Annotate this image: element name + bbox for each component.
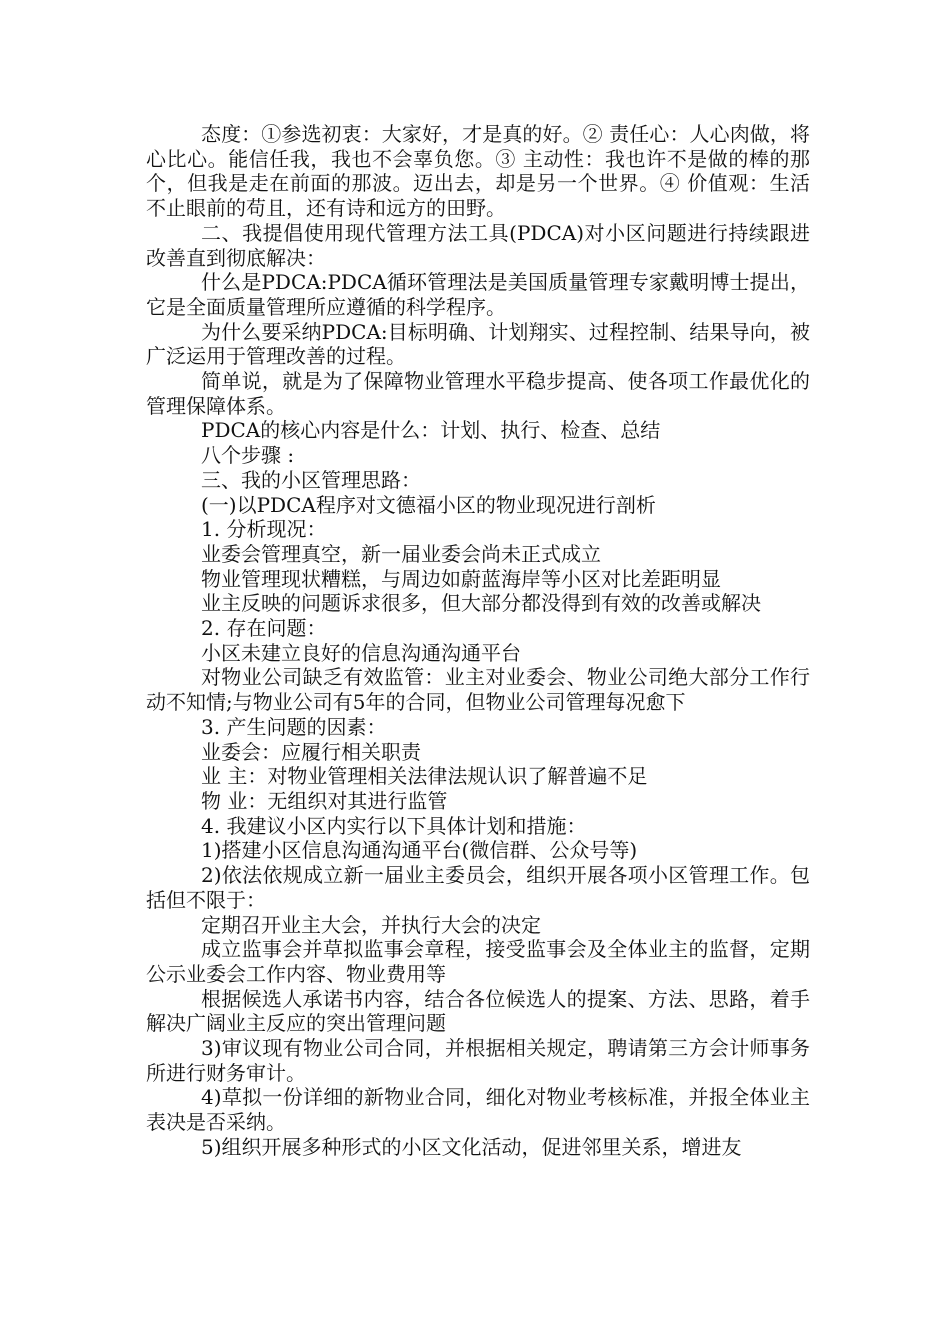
list-item: 5)组织开展多种形式的小区文化活动，促进邻里关系，增进友 — [201, 1134, 742, 1159]
list-item: 定期召开业主大会，并执行大会的决定 — [201, 912, 541, 937]
list-item: 根据候选人承诺书内容，结合各位候选人的提案、方法、思路，着手解决广阔业主反应的突出管理问题 — [146, 986, 810, 1036]
paragraph-what-is-pdca: 什么是PDCA:PDCA循环管理法是美国质量管理专家戴明博士提出，它是全面质量管理所应遵循的科学程序。 — [146, 270, 810, 319]
list-item: 2)依法依规成立新一届业主委员会，组织开展各项小区管理工作。包括但不限于： — [146, 863, 810, 912]
paragraph-pdca-core: PDCA的核心内容是什么：计划、执行、检查、总结 — [201, 418, 661, 443]
paragraph-eight-steps: 八个步骤 : — [201, 443, 295, 468]
list-item: 业 主：对物业管理相关法律法规认识了解普遍不足 — [201, 764, 648, 789]
heading-section-three: 三、我的小区管理思路： — [201, 467, 421, 492]
document-body — [146, 122, 810, 1160]
item-heading-causes: 3. 产生问题的因素： — [201, 714, 387, 739]
list-item: 业委会：应履行相关职责 — [201, 739, 421, 764]
list-item: 业委会管理真空，新一届业委会尚未正式成立 — [201, 541, 601, 566]
list-item: 业主反映的问题诉求很多，但大部分都没得到有效的改善或解决 — [201, 591, 761, 616]
paragraph-attitude: 态度：①参选初衷：大家好，才是真的好。② 责任心：人心肉做，将心比心。能信任我，我也不会辜负您。③ 主动性：我也许不是做的棒的那个，但我是走在前面的那波。迈出去，却是另一个世界。④ 价值观：生活不止眼前的苟且，还有诗和远方的田野。 — [146, 122, 810, 221]
list-item: 1)搭建小区信息沟通沟通平台(微信群、公众号等) — [201, 838, 638, 863]
list-item: 小区未建立良好的信息沟通沟通平台 — [201, 640, 521, 665]
list-item: 物 业：无组织对其进行监管 — [201, 788, 448, 813]
item-heading-measures: 4. 我建议小区内实行以下具体计划和措施： — [201, 813, 587, 838]
paragraph-why-pdca: 为什么要采纳PDCA:目标明确、计划翔实、过程控制、结果导向，被广泛运用于管理改善的过程。 — [146, 319, 810, 369]
list-item: 成立监事会并草拟监事会章程，接受监事会及全体业主的监督，定期公示业委会工作内容、物业费用等 — [146, 937, 810, 986]
item-heading-current-status: 1. 分析现况： — [201, 517, 327, 542]
subheading-analysis: (一)以PDCA程序对文德福小区的物业现况进行剖析 — [201, 492, 656, 517]
list-item: 4)草拟一份详细的新物业合同，细化对物业考核标准，并报全体业主表决是否采纳。 — [146, 1085, 810, 1135]
paragraph-simply-put: 简单说，就是为了保障物业管理水平稳步提高、使各项工作最优化的管理保障体系。 — [146, 369, 810, 418]
list-item: 3)审议现有物业公司合同，并根据相关规定，聘请第三方会计师事务所进行财务审计。 — [146, 1036, 810, 1085]
list-item: 对物业公司缺乏有效监管：业主对业委会、物业公司绝大部分工作行动不知情;与物业公司有5年的合同，但物业公司管理每况愈下 — [146, 665, 810, 715]
list-item: 物业管理现状糟糕，与周边如蔚蓝海岸等小区对比差距明显 — [201, 566, 721, 591]
item-heading-problems: 2. 存在问题： — [201, 616, 327, 641]
heading-section-two: 二、我提倡使用现代管理方法工具(PDCA)对小区问题进行持续跟进改善直到彻底解决： — [146, 220, 810, 270]
